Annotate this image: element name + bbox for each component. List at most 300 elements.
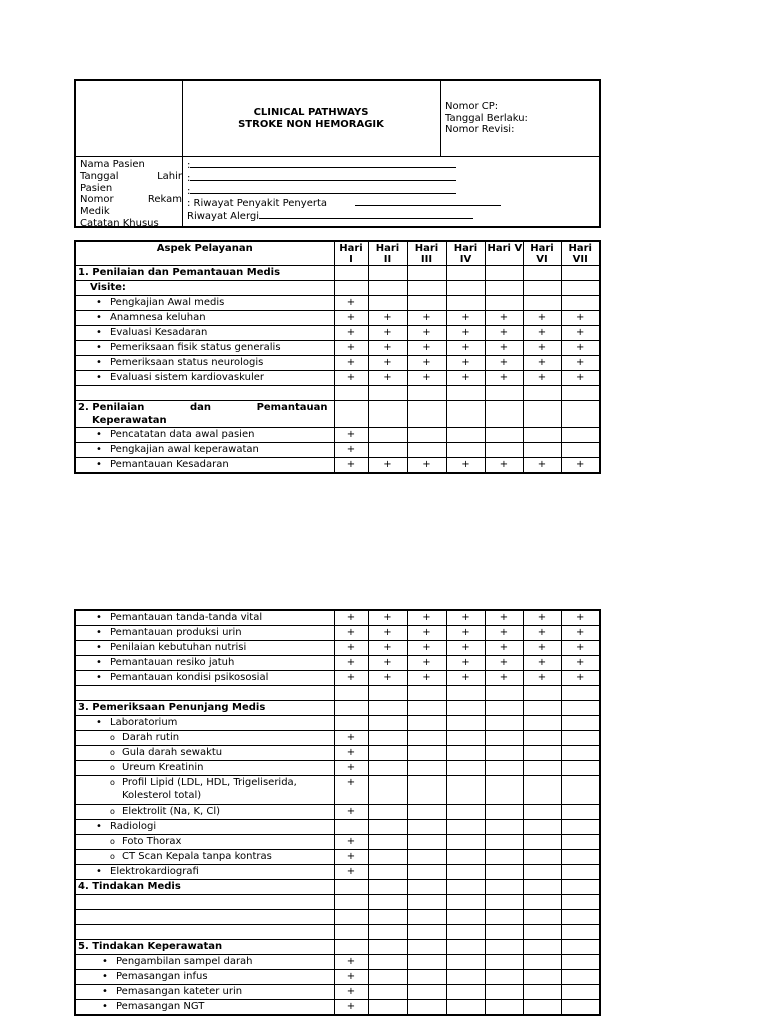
day-cell[interactable] [368, 850, 407, 865]
day-cell[interactable] [334, 371, 368, 386]
day-cell[interactable] [334, 970, 368, 985]
riwayat-alergi-field[interactable] [187, 210, 501, 223]
day-cell[interactable] [368, 281, 407, 296]
day-cell[interactable] [485, 731, 523, 746]
day-cell[interactable] [407, 1000, 446, 1016]
day-cell[interactable] [485, 356, 523, 371]
check-mark: + [346, 327, 356, 338]
day-cell[interactable] [368, 296, 407, 311]
day-cell[interactable] [446, 880, 485, 895]
item-label: • Pemasangan infus [102, 971, 208, 982]
day-cell[interactable] [334, 880, 368, 895]
day-cell[interactable] [368, 955, 407, 970]
day-cell[interactable] [485, 656, 523, 671]
colon: : [187, 185, 191, 197]
day-cell[interactable] [334, 850, 368, 865]
day-cell[interactable] [334, 443, 368, 458]
day-cell[interactable] [368, 761, 407, 776]
day-cell[interactable] [446, 326, 485, 341]
day-cell[interactable] [446, 311, 485, 326]
tanggal-lahir-field[interactable] [187, 172, 501, 185]
day-cell[interactable] [368, 865, 407, 880]
day-cell[interactable] [407, 835, 446, 850]
day-cell[interactable] [523, 326, 561, 341]
day-cell[interactable] [446, 371, 485, 386]
day-cell[interactable] [446, 955, 485, 970]
day-cell[interactable] [407, 761, 446, 776]
day-cell[interactable] [368, 641, 407, 656]
nama-field[interactable] [187, 159, 501, 172]
day-cell[interactable] [485, 458, 523, 474]
day-cell[interactable] [407, 671, 446, 686]
day-cell[interactable] [407, 895, 446, 910]
day-cell[interactable] [561, 925, 600, 940]
day-cell[interactable] [368, 731, 407, 746]
day-cell[interactable] [446, 925, 485, 940]
nomor-rekam-field[interactable] [187, 185, 501, 198]
day-cell[interactable] [485, 641, 523, 656]
day-cell[interactable] [407, 955, 446, 970]
day-cell[interactable] [407, 716, 446, 731]
day-cell[interactable] [368, 895, 407, 910]
day-cell[interactable] [446, 341, 485, 356]
day-cell[interactable] [523, 850, 561, 865]
day-cell[interactable] [561, 671, 600, 686]
aspek-cell [75, 865, 334, 880]
aspek-cell [75, 895, 334, 910]
day-cell[interactable] [446, 1000, 485, 1016]
day-cell[interactable] [446, 266, 485, 281]
day-cell[interactable] [368, 610, 407, 626]
section-title: 2. Penilaian dan Pemantauan Keperawatan [75, 401, 334, 428]
check-mark: + [383, 627, 392, 638]
day-cell[interactable] [561, 341, 600, 356]
day-cell[interactable] [561, 266, 600, 281]
day-cell[interactable] [446, 985, 485, 1000]
day-cell[interactable] [334, 401, 368, 428]
day-cell[interactable] [523, 371, 561, 386]
day-cell[interactable] [368, 880, 407, 895]
day-cell[interactable] [523, 401, 561, 428]
day-cell[interactable] [561, 626, 600, 641]
day-cell[interactable] [446, 746, 485, 761]
day-cell[interactable] [334, 386, 368, 401]
day-cell[interactable] [446, 716, 485, 731]
day-cell[interactable] [334, 820, 368, 835]
day-cell[interactable] [485, 970, 523, 985]
day-cell[interactable] [446, 940, 485, 955]
day-cell[interactable] [407, 641, 446, 656]
riwayat-penyerta-field[interactable] [187, 197, 501, 210]
day-cell[interactable] [368, 925, 407, 940]
day-cell[interactable] [523, 895, 561, 910]
day-cell[interactable] [446, 401, 485, 428]
day-cell[interactable] [561, 716, 600, 731]
day-cell[interactable] [485, 985, 523, 1000]
day-cell[interactable] [368, 835, 407, 850]
check-mark: + [346, 342, 356, 353]
day-cell[interactable] [407, 311, 446, 326]
day-cell[interactable] [561, 281, 600, 296]
day-cell[interactable] [334, 731, 368, 746]
day-cell[interactable] [485, 386, 523, 401]
day-cell[interactable] [446, 805, 485, 820]
day-cell[interactable] [407, 401, 446, 428]
day-cell[interactable] [485, 428, 523, 443]
day-cell[interactable] [334, 686, 368, 701]
day-cell[interactable] [334, 940, 368, 955]
day-cell[interactable] [407, 701, 446, 716]
day-cell[interactable] [485, 955, 523, 970]
day-cell[interactable] [368, 326, 407, 341]
day-cell[interactable] [407, 865, 446, 880]
day-cell[interactable] [485, 880, 523, 895]
day-cell[interactable] [561, 701, 600, 716]
day-cell[interactable] [561, 311, 600, 326]
day-cell[interactable] [485, 895, 523, 910]
day-cell[interactable] [561, 746, 600, 761]
day-cell[interactable] [368, 746, 407, 761]
day-cell[interactable] [368, 671, 407, 686]
day-cell[interactable] [446, 850, 485, 865]
day-cell[interactable] [561, 955, 600, 970]
day-cell[interactable] [407, 296, 446, 311]
day-cell[interactable] [523, 716, 561, 731]
day-cell[interactable] [485, 701, 523, 716]
day-cell[interactable] [334, 641, 368, 656]
day-cell[interactable] [368, 386, 407, 401]
day-cell[interactable] [407, 940, 446, 955]
day-cell[interactable] [523, 985, 561, 1000]
day-cell[interactable] [561, 850, 600, 865]
day-cell[interactable] [561, 761, 600, 776]
day-cell[interactable] [407, 731, 446, 746]
day-cell[interactable] [523, 356, 561, 371]
day-cell[interactable] [561, 835, 600, 850]
day-cell[interactable] [523, 880, 561, 895]
day-cell[interactable] [334, 656, 368, 671]
day-cell[interactable] [485, 716, 523, 731]
day-cell[interactable] [368, 820, 407, 835]
day-cell[interactable] [334, 326, 368, 341]
day-cell[interactable] [485, 746, 523, 761]
day-cell[interactable] [407, 386, 446, 401]
day-cell[interactable] [334, 671, 368, 686]
day-cell[interactable] [523, 671, 561, 686]
day-cell[interactable] [368, 266, 407, 281]
day-cell[interactable] [368, 701, 407, 716]
day-cell[interactable] [561, 641, 600, 656]
table-row [75, 656, 600, 671]
day-cell[interactable] [368, 356, 407, 371]
day-cell[interactable] [485, 940, 523, 955]
day-cell[interactable] [485, 443, 523, 458]
day-cell[interactable] [485, 296, 523, 311]
day-cell[interactable] [334, 341, 368, 356]
day-cell[interactable] [523, 626, 561, 641]
day-cell[interactable] [334, 746, 368, 761]
day-cell[interactable] [561, 1000, 600, 1016]
day-cell[interactable] [523, 701, 561, 716]
day-cell[interactable] [485, 1000, 523, 1016]
day-cell[interactable] [561, 895, 600, 910]
day-cell[interactable] [446, 386, 485, 401]
day-cell[interactable] [485, 326, 523, 341]
day-cell[interactable] [523, 281, 561, 296]
day-cell[interactable] [334, 805, 368, 820]
day-cell[interactable] [446, 820, 485, 835]
day-cell[interactable] [446, 281, 485, 296]
day-cell[interactable] [523, 731, 561, 746]
day-cell[interactable] [334, 1000, 368, 1016]
day-cell[interactable] [407, 266, 446, 281]
day-cell[interactable] [368, 443, 407, 458]
day-cell[interactable] [523, 820, 561, 835]
day-cell[interactable] [334, 296, 368, 311]
day-cell[interactable] [485, 835, 523, 850]
day-cell[interactable] [446, 356, 485, 371]
day-cell[interactable] [485, 401, 523, 428]
day-cell[interactable] [407, 458, 446, 474]
check-mark: + [383, 642, 392, 653]
day-cell[interactable] [334, 281, 368, 296]
day-cell[interactable] [561, 805, 600, 820]
day-cell[interactable] [561, 820, 600, 835]
day-cell[interactable] [334, 985, 368, 1000]
day-cell[interactable] [334, 955, 368, 970]
day-cell[interactable] [446, 656, 485, 671]
day-cell[interactable] [561, 940, 600, 955]
day-cell[interactable] [561, 970, 600, 985]
day-cell[interactable] [485, 341, 523, 356]
day-cell[interactable] [523, 761, 561, 776]
aspek-cell [75, 311, 334, 326]
day-cell[interactable] [407, 326, 446, 341]
day-header: Hari III [407, 241, 446, 266]
day-cell[interactable] [523, 266, 561, 281]
day-cell[interactable] [485, 610, 523, 626]
day-cell[interactable] [334, 458, 368, 474]
day-cell[interactable] [523, 428, 561, 443]
day-cell[interactable] [523, 776, 561, 805]
day-cell[interactable] [561, 458, 600, 474]
day-cell[interactable] [368, 371, 407, 386]
day-cell[interactable] [334, 626, 368, 641]
day-cell[interactable] [485, 910, 523, 925]
day-cell[interactable] [485, 865, 523, 880]
day-cell[interactable] [446, 731, 485, 746]
day-cell[interactable] [561, 776, 600, 805]
day-cell[interactable] [485, 776, 523, 805]
day-cell[interactable] [485, 371, 523, 386]
day-cell[interactable] [561, 371, 600, 386]
day-cell[interactable] [561, 356, 600, 371]
day-cell[interactable] [485, 311, 523, 326]
day-cell[interactable] [368, 626, 407, 641]
day-cell[interactable] [446, 428, 485, 443]
day-cell[interactable] [334, 428, 368, 443]
day-cell[interactable] [523, 865, 561, 880]
day-cell[interactable] [368, 428, 407, 443]
day-cell[interactable] [523, 805, 561, 820]
day-cell[interactable] [561, 443, 600, 458]
day-cell[interactable] [446, 701, 485, 716]
day-cell[interactable] [523, 341, 561, 356]
day-cell[interactable] [368, 970, 407, 985]
day-cell[interactable] [368, 401, 407, 428]
day-cell[interactable] [368, 458, 407, 474]
day-cell[interactable] [485, 686, 523, 701]
day-cell[interactable] [446, 671, 485, 686]
day-cell[interactable] [407, 626, 446, 641]
day-cell[interactable] [334, 925, 368, 940]
day-cell[interactable] [334, 865, 368, 880]
day-cell[interactable] [446, 686, 485, 701]
day-cell[interactable] [368, 985, 407, 1000]
day-cell[interactable] [407, 443, 446, 458]
day-cell[interactable] [407, 746, 446, 761]
day-cell[interactable] [485, 805, 523, 820]
day-cell[interactable] [407, 656, 446, 671]
day-cell[interactable] [523, 970, 561, 985]
day-cell[interactable] [561, 880, 600, 895]
day-cell[interactable] [561, 296, 600, 311]
day-cell[interactable] [334, 835, 368, 850]
day-cell[interactable] [334, 356, 368, 371]
day-cell[interactable] [523, 910, 561, 925]
day-cell[interactable] [485, 761, 523, 776]
day-cell[interactable] [334, 776, 368, 805]
day-cell[interactable] [407, 985, 446, 1000]
day-cell[interactable] [561, 386, 600, 401]
day-cell[interactable] [523, 656, 561, 671]
check-mark: + [537, 342, 547, 353]
day-cell[interactable] [407, 776, 446, 805]
day-cell[interactable] [485, 850, 523, 865]
day-cell[interactable] [446, 610, 485, 626]
day-cell[interactable] [446, 458, 485, 474]
day-cell[interactable] [561, 401, 600, 428]
aspek-cell [75, 458, 334, 474]
aspek-cell [75, 746, 334, 761]
day-cell[interactable] [561, 910, 600, 925]
day-cell[interactable] [446, 641, 485, 656]
day-cell[interactable] [523, 955, 561, 970]
day-cell[interactable] [334, 910, 368, 925]
day-cell[interactable] [446, 761, 485, 776]
day-cell[interactable] [446, 626, 485, 641]
check-mark: + [499, 327, 509, 338]
day-cell[interactable] [407, 850, 446, 865]
day-cell[interactable] [407, 910, 446, 925]
day-cell[interactable] [523, 458, 561, 474]
day-cell[interactable] [407, 371, 446, 386]
day-cell[interactable] [446, 865, 485, 880]
day-cell[interactable] [368, 940, 407, 955]
day-cell[interactable] [561, 326, 600, 341]
day-cell[interactable] [561, 865, 600, 880]
day-cell[interactable] [407, 356, 446, 371]
day-cell[interactable] [523, 686, 561, 701]
check-mark: + [537, 459, 547, 470]
day-cell[interactable] [523, 311, 561, 326]
day-cell[interactable] [523, 296, 561, 311]
day-cell[interactable] [368, 776, 407, 805]
day-cell[interactable] [523, 835, 561, 850]
day-cell[interactable] [368, 686, 407, 701]
day-cell[interactable] [523, 1000, 561, 1016]
day-cell[interactable] [368, 910, 407, 925]
day-cell[interactable] [368, 311, 407, 326]
day-cell[interactable] [407, 805, 446, 820]
check-mark: + [422, 459, 431, 470]
check-mark: + [346, 1001, 356, 1012]
day-cell[interactable] [368, 805, 407, 820]
day-cell[interactable] [485, 820, 523, 835]
day-cell[interactable] [446, 970, 485, 985]
day-cell[interactable] [368, 1000, 407, 1016]
day-cell[interactable] [407, 428, 446, 443]
day-cell[interactable] [561, 610, 600, 626]
day-cell[interactable] [446, 895, 485, 910]
day-cell[interactable] [446, 835, 485, 850]
day-cell[interactable] [407, 610, 446, 626]
day-cell[interactable] [446, 910, 485, 925]
day-cell[interactable] [561, 686, 600, 701]
day-cell[interactable] [561, 656, 600, 671]
day-cell[interactable] [561, 428, 600, 443]
day-cell[interactable] [485, 626, 523, 641]
day-cell[interactable] [561, 731, 600, 746]
day-cell[interactable] [523, 746, 561, 761]
day-cell[interactable] [446, 776, 485, 805]
check-mark: + [576, 342, 585, 353]
day-cell[interactable] [485, 671, 523, 686]
day-cell[interactable] [368, 716, 407, 731]
day-cell[interactable] [523, 610, 561, 626]
day-cell[interactable] [334, 610, 368, 626]
day-cell[interactable] [485, 281, 523, 296]
day-cell[interactable] [485, 266, 523, 281]
day-cell[interactable] [523, 443, 561, 458]
day-cell[interactable] [334, 716, 368, 731]
day-cell[interactable] [446, 443, 485, 458]
day-cell[interactable] [407, 686, 446, 701]
check-mark: + [346, 747, 356, 758]
day-cell[interactable] [407, 880, 446, 895]
day-cell[interactable] [407, 281, 446, 296]
day-cell[interactable] [485, 925, 523, 940]
day-cell[interactable] [334, 761, 368, 776]
day-cell[interactable] [368, 341, 407, 356]
day-cell[interactable] [523, 641, 561, 656]
day-cell[interactable] [446, 296, 485, 311]
day-cell[interactable] [407, 341, 446, 356]
check-mark: + [499, 642, 509, 653]
day-cell[interactable] [334, 311, 368, 326]
day-cell[interactable] [407, 925, 446, 940]
day-cell[interactable] [334, 266, 368, 281]
day-cell[interactable] [523, 940, 561, 955]
day-cell[interactable] [334, 895, 368, 910]
day-cell[interactable] [368, 656, 407, 671]
day-cell[interactable] [334, 701, 368, 716]
day-cell[interactable] [407, 970, 446, 985]
day-cell[interactable] [561, 985, 600, 1000]
day-cell[interactable] [407, 820, 446, 835]
day-cell[interactable] [523, 925, 561, 940]
day-cell[interactable] [523, 386, 561, 401]
